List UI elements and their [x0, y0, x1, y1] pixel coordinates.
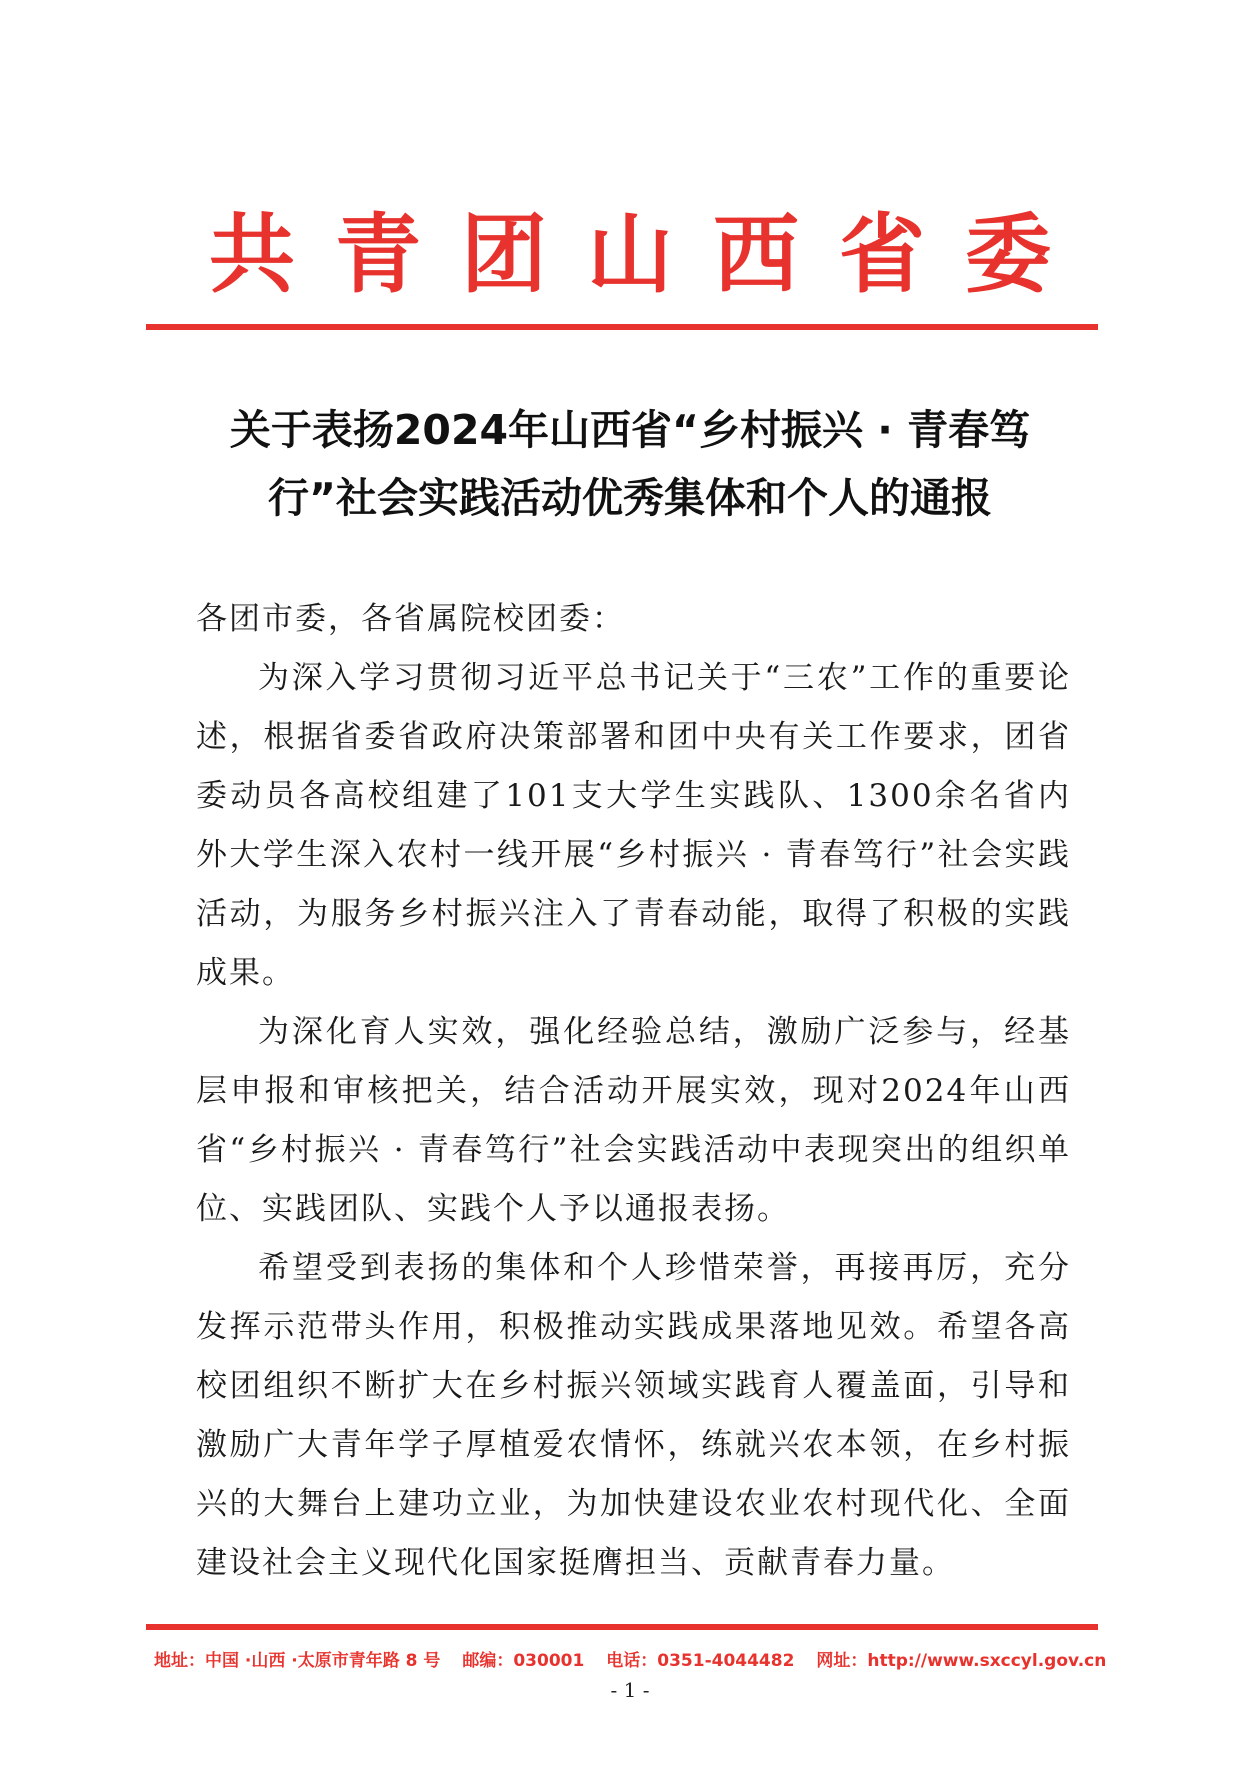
document-title-line-1: 关于表扬2024年山西省“乡村振兴 · 青春笃: [229, 406, 1031, 454]
document-title-line-2: 行”社会实践活动优秀集体和个人的通报: [268, 474, 992, 522]
footer-website: 网址：http://www.sxccyl.gov.cn: [816, 1651, 1107, 1671]
footer-phone: 电话：0351-4044482: [606, 1651, 795, 1671]
body-paragraph-2: 为深化育人实效，强化经验总结，激励广泛参与，经基层申报和审核把关，结合活动开展实效，现对2024年山西省“乡村振兴 · 青春笃行”社会实践活动中表现突出的组织单位、实践团队、实践个人予以通报表扬。: [196, 1014, 1071, 1227]
footer-contact-info: [146, 1646, 1107, 1671]
footer-red-rule: [146, 1624, 1098, 1630]
footer-address: 地址：中国 ·山西 ·太原市青年路 8 号: [154, 1651, 441, 1671]
body-paragraph-1: 为深入学习贯彻习近平总书记关于“三农”工作的重要论述，根据省委省政府决策部署和团中央有关工作要求，团省委动员各高校组建了101支大学生实践队、1300余名省内外大学生深入农村一线开展“乡村振兴 · 青春笃行”社会实践活动，为服务乡村振兴注入了青春动能，取得了积极的实践成果。: [196, 660, 1071, 991]
salutation: 各团市委，各省属院校团委：: [196, 601, 625, 637]
document-title: [190, 396, 1070, 532]
document-body: [196, 590, 1071, 1593]
footer-postcode: 邮编：030001: [462, 1651, 585, 1671]
header-red-rule: [146, 324, 1098, 330]
body-paragraph-3: 希望受到表扬的集体和个人珍惜荣誉，再接再厉，充分发挥示范带头作用，积极推动实践成果落地见效。希望各高校团组织不断扩大在乡村振兴领域实践育人覆盖面，引导和激励广大青年学子厚植爱农情怀，练就兴农本领，在乡村振兴的大舞台上建功立业，为加快建设农业农村现代化、全面建设社会主义现代化国家挺膺担当、贡献青春力量。: [196, 1250, 1071, 1581]
page-number: - 1 -: [610, 1678, 650, 1702]
masthead-title: 共青团山西省委: [209, 205, 1091, 305]
